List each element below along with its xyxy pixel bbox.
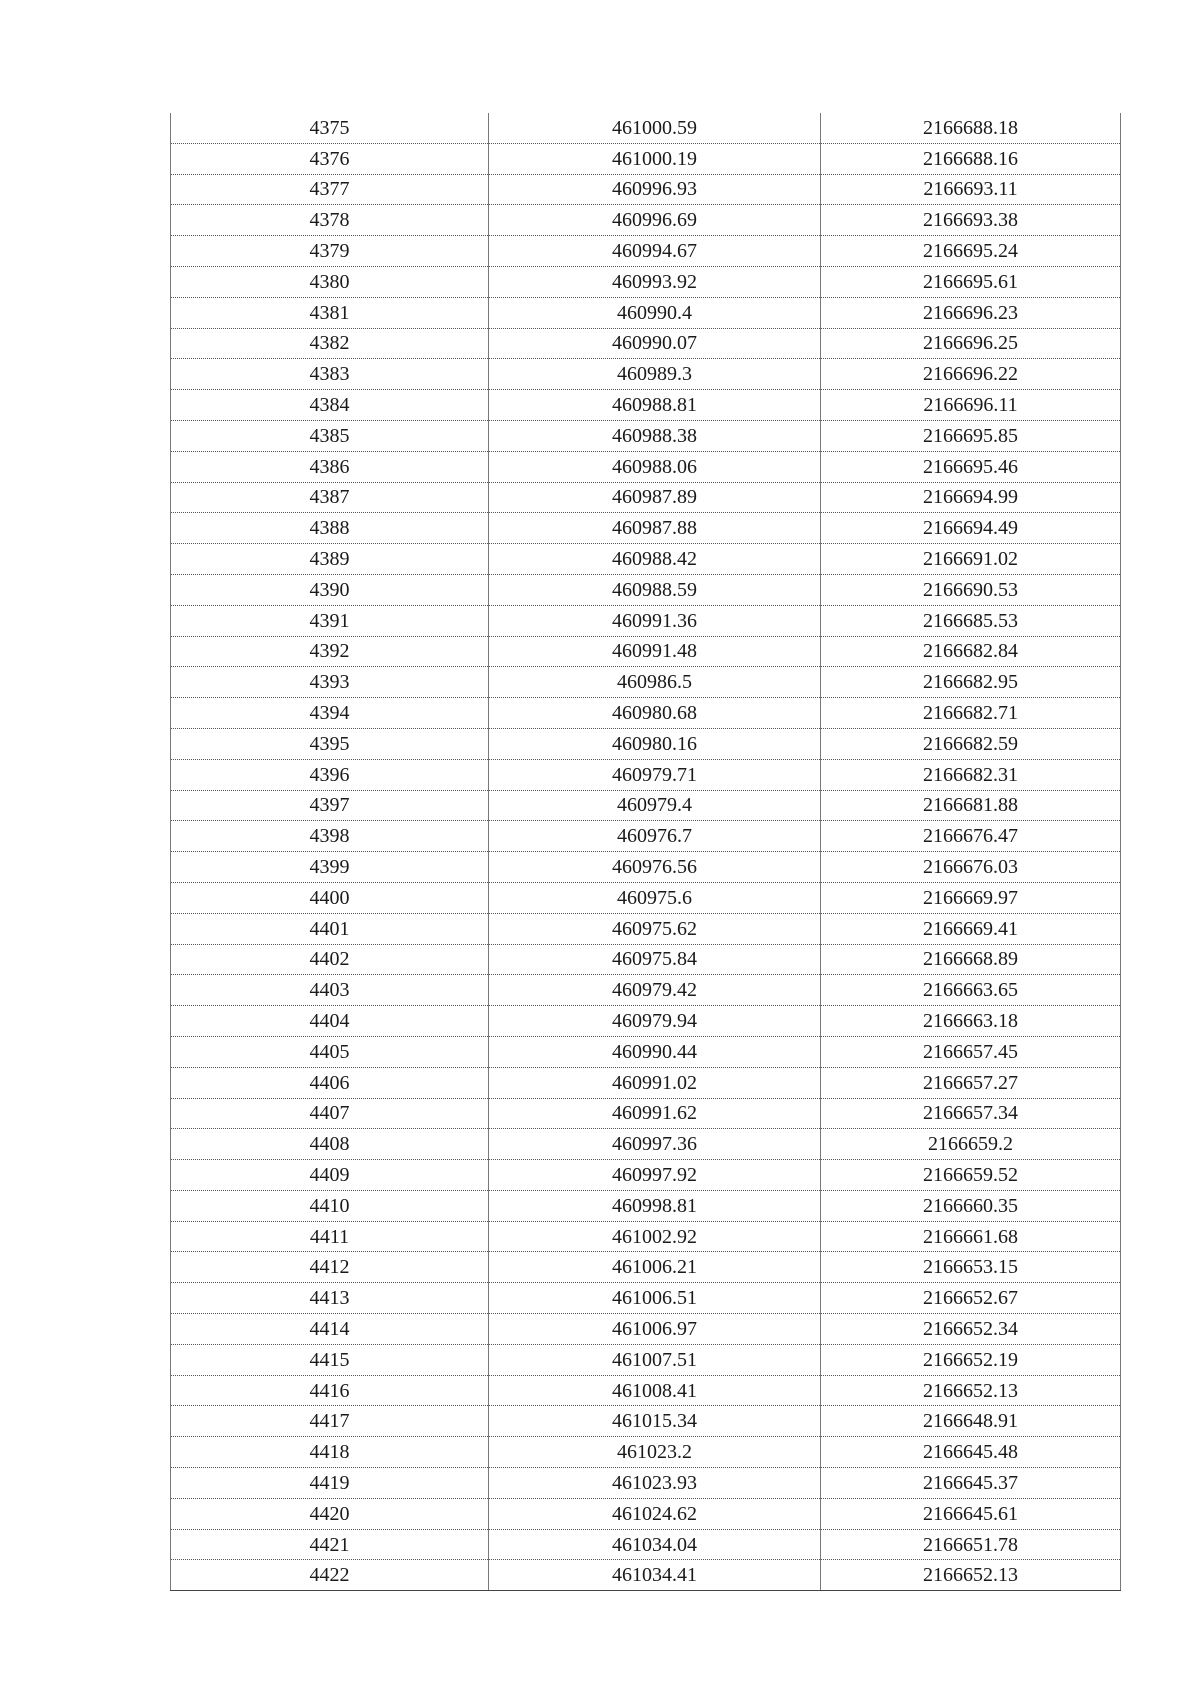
table-row (171, 913, 1121, 944)
point-number-cell: 4395 (171, 728, 489, 759)
point-number-cell: 4384 (171, 390, 489, 421)
table-row (171, 574, 1121, 605)
x-coordinate-cell: 460994.67 (489, 236, 821, 267)
x-coordinate-cell: 461007.51 (489, 1344, 821, 1375)
point-number-cell: 4421 (171, 1529, 489, 1560)
point-number-cell: 4379 (171, 236, 489, 267)
y-coordinate-cell: 2166652.34 (821, 1314, 1121, 1345)
table-row (171, 636, 1121, 667)
x-coordinate-cell: 460991.48 (489, 636, 821, 667)
point-number-cell: 4406 (171, 1067, 489, 1098)
y-coordinate-cell: 2166659.2 (821, 1129, 1121, 1160)
point-number-cell: 4411 (171, 1221, 489, 1252)
table-row (171, 359, 1121, 390)
x-coordinate-cell: 460991.36 (489, 605, 821, 636)
x-coordinate-cell: 460986.5 (489, 667, 821, 698)
point-number-cell: 4380 (171, 266, 489, 297)
y-coordinate-cell: 2166682.71 (821, 698, 1121, 729)
point-number-cell: 4409 (171, 1160, 489, 1191)
table-row (171, 1344, 1121, 1375)
x-coordinate-cell: 460975.84 (489, 944, 821, 975)
y-coordinate-cell: 2166676.47 (821, 821, 1121, 852)
point-number-cell: 4386 (171, 451, 489, 482)
x-coordinate-cell: 460979.4 (489, 790, 821, 821)
coordinate-table (170, 113, 1121, 1591)
point-number-cell: 4412 (171, 1252, 489, 1283)
x-coordinate-cell: 460988.38 (489, 420, 821, 451)
y-coordinate-cell: 2166695.85 (821, 420, 1121, 451)
table-row (171, 1529, 1121, 1560)
table-row (171, 297, 1121, 328)
table-row (171, 482, 1121, 513)
y-coordinate-cell: 2166682.84 (821, 636, 1121, 667)
x-coordinate-cell: 460976.56 (489, 852, 821, 883)
point-number-cell: 4397 (171, 790, 489, 821)
point-number-cell: 4394 (171, 698, 489, 729)
x-coordinate-cell: 460975.6 (489, 882, 821, 913)
x-coordinate-cell: 461000.19 (489, 143, 821, 174)
y-coordinate-cell: 2166682.31 (821, 759, 1121, 790)
table-row (171, 1067, 1121, 1098)
table-row (171, 975, 1121, 1006)
y-coordinate-cell: 2166645.48 (821, 1437, 1121, 1468)
point-number-cell: 4418 (171, 1437, 489, 1468)
coordinate-table-body (171, 113, 1121, 1591)
y-coordinate-cell: 2166659.52 (821, 1160, 1121, 1191)
point-number-cell: 4389 (171, 544, 489, 575)
point-number-cell: 4383 (171, 359, 489, 390)
point-number-cell: 4403 (171, 975, 489, 1006)
x-coordinate-cell: 460988.06 (489, 451, 821, 482)
x-coordinate-cell: 460987.88 (489, 513, 821, 544)
point-number-cell: 4392 (171, 636, 489, 667)
y-coordinate-cell: 2166693.11 (821, 174, 1121, 205)
x-coordinate-cell: 460980.16 (489, 728, 821, 759)
x-coordinate-cell: 460991.02 (489, 1067, 821, 1098)
y-coordinate-cell: 2166681.88 (821, 790, 1121, 821)
point-number-cell: 4396 (171, 759, 489, 790)
point-number-cell: 4414 (171, 1314, 489, 1345)
point-number-cell: 4407 (171, 1098, 489, 1129)
y-coordinate-cell: 2166688.18 (821, 113, 1121, 143)
y-coordinate-cell: 2166652.13 (821, 1560, 1121, 1591)
table-row (171, 698, 1121, 729)
table-row (171, 821, 1121, 852)
table-row (171, 328, 1121, 359)
table-row (171, 1036, 1121, 1067)
y-coordinate-cell: 2166682.95 (821, 667, 1121, 698)
y-coordinate-cell: 2166696.22 (821, 359, 1121, 390)
table-row (171, 1437, 1121, 1468)
y-coordinate-cell: 2166663.18 (821, 1006, 1121, 1037)
point-number-cell: 4422 (171, 1560, 489, 1591)
x-coordinate-cell: 460996.69 (489, 205, 821, 236)
table-row (171, 1129, 1121, 1160)
table-row (171, 1160, 1121, 1191)
x-coordinate-cell: 460990.44 (489, 1036, 821, 1067)
x-coordinate-cell: 460991.62 (489, 1098, 821, 1129)
point-number-cell: 4400 (171, 882, 489, 913)
y-coordinate-cell: 2166695.24 (821, 236, 1121, 267)
table-row (171, 1314, 1121, 1345)
point-number-cell: 4393 (171, 667, 489, 698)
x-coordinate-cell: 460990.4 (489, 297, 821, 328)
table-row (171, 451, 1121, 482)
table-row (171, 759, 1121, 790)
point-number-cell: 4382 (171, 328, 489, 359)
point-number-cell: 4391 (171, 605, 489, 636)
x-coordinate-cell: 460979.42 (489, 975, 821, 1006)
table-row (171, 205, 1121, 236)
point-number-cell: 4385 (171, 420, 489, 451)
y-coordinate-cell: 2166657.45 (821, 1036, 1121, 1067)
x-coordinate-cell: 460989.3 (489, 359, 821, 390)
x-coordinate-cell: 460975.62 (489, 913, 821, 944)
x-coordinate-cell: 460996.93 (489, 174, 821, 205)
point-number-cell: 4408 (171, 1129, 489, 1160)
x-coordinate-cell: 461023.93 (489, 1468, 821, 1499)
y-coordinate-cell: 2166694.99 (821, 482, 1121, 513)
y-coordinate-cell: 2166668.89 (821, 944, 1121, 975)
table-row (171, 882, 1121, 913)
table-row (171, 1468, 1121, 1499)
x-coordinate-cell: 461023.2 (489, 1437, 821, 1468)
table-row (171, 790, 1121, 821)
y-coordinate-cell: 2166696.25 (821, 328, 1121, 359)
x-coordinate-cell: 461015.34 (489, 1406, 821, 1437)
x-coordinate-cell: 460997.92 (489, 1160, 821, 1191)
x-coordinate-cell: 461002.92 (489, 1221, 821, 1252)
point-number-cell: 4402 (171, 944, 489, 975)
table-row (171, 1283, 1121, 1314)
table-row (171, 544, 1121, 575)
x-coordinate-cell: 460988.81 (489, 390, 821, 421)
y-coordinate-cell: 2166696.11 (821, 390, 1121, 421)
y-coordinate-cell: 2166694.49 (821, 513, 1121, 544)
table-row (171, 1221, 1121, 1252)
x-coordinate-cell: 460987.89 (489, 482, 821, 513)
y-coordinate-cell: 2166652.19 (821, 1344, 1121, 1375)
y-coordinate-cell: 2166645.61 (821, 1498, 1121, 1529)
x-coordinate-cell: 460976.7 (489, 821, 821, 852)
table-row (171, 113, 1121, 143)
table-row (171, 143, 1121, 174)
point-number-cell: 4420 (171, 1498, 489, 1529)
table-row (171, 1375, 1121, 1406)
x-coordinate-cell: 461006.51 (489, 1283, 821, 1314)
point-number-cell: 4415 (171, 1344, 489, 1375)
point-number-cell: 4377 (171, 174, 489, 205)
point-number-cell: 4398 (171, 821, 489, 852)
x-coordinate-cell: 460998.81 (489, 1190, 821, 1221)
x-coordinate-cell: 461034.04 (489, 1529, 821, 1560)
y-coordinate-cell: 2166669.41 (821, 913, 1121, 944)
table-row (171, 390, 1121, 421)
table-row (171, 236, 1121, 267)
y-coordinate-cell: 2166657.34 (821, 1098, 1121, 1129)
y-coordinate-cell: 2166653.15 (821, 1252, 1121, 1283)
point-number-cell: 4410 (171, 1190, 489, 1221)
point-number-cell: 4413 (171, 1283, 489, 1314)
x-coordinate-cell: 460979.94 (489, 1006, 821, 1037)
y-coordinate-cell: 2166652.13 (821, 1375, 1121, 1406)
point-number-cell: 4417 (171, 1406, 489, 1437)
point-number-cell: 4416 (171, 1375, 489, 1406)
point-number-cell: 4404 (171, 1006, 489, 1037)
x-coordinate-cell: 461006.97 (489, 1314, 821, 1345)
y-coordinate-cell: 2166685.53 (821, 605, 1121, 636)
table-row (171, 1498, 1121, 1529)
table-row (171, 420, 1121, 451)
x-coordinate-cell: 460988.59 (489, 574, 821, 605)
y-coordinate-cell: 2166695.46 (821, 451, 1121, 482)
y-coordinate-cell: 2166682.59 (821, 728, 1121, 759)
point-number-cell: 4390 (171, 574, 489, 605)
table-row (171, 1190, 1121, 1221)
table-row (171, 1406, 1121, 1437)
point-number-cell: 4375 (171, 113, 489, 143)
x-coordinate-cell: 460997.36 (489, 1129, 821, 1160)
point-number-cell: 4387 (171, 482, 489, 513)
table-row (171, 605, 1121, 636)
y-coordinate-cell: 2166657.27 (821, 1067, 1121, 1098)
x-coordinate-cell: 460980.68 (489, 698, 821, 729)
y-coordinate-cell: 2166645.37 (821, 1468, 1121, 1499)
x-coordinate-cell: 460979.71 (489, 759, 821, 790)
x-coordinate-cell: 461006.21 (489, 1252, 821, 1283)
point-number-cell: 4378 (171, 205, 489, 236)
table-row (171, 852, 1121, 883)
y-coordinate-cell: 2166691.02 (821, 544, 1121, 575)
table-row (171, 513, 1121, 544)
y-coordinate-cell: 2166688.16 (821, 143, 1121, 174)
y-coordinate-cell: 2166690.53 (821, 574, 1121, 605)
point-number-cell: 4419 (171, 1468, 489, 1499)
y-coordinate-cell: 2166696.23 (821, 297, 1121, 328)
y-coordinate-cell: 2166661.68 (821, 1221, 1121, 1252)
point-number-cell: 4381 (171, 297, 489, 328)
y-coordinate-cell: 2166676.03 (821, 852, 1121, 883)
point-number-cell: 4388 (171, 513, 489, 544)
y-coordinate-cell: 2166648.91 (821, 1406, 1121, 1437)
point-number-cell: 4399 (171, 852, 489, 883)
x-coordinate-cell: 461000.59 (489, 113, 821, 143)
y-coordinate-cell: 2166695.61 (821, 266, 1121, 297)
y-coordinate-cell: 2166693.38 (821, 205, 1121, 236)
point-number-cell: 4376 (171, 143, 489, 174)
table-row (171, 174, 1121, 205)
table-row (171, 728, 1121, 759)
y-coordinate-cell: 2166669.97 (821, 882, 1121, 913)
table-row (171, 1560, 1121, 1591)
table-row (171, 266, 1121, 297)
x-coordinate-cell: 461024.62 (489, 1498, 821, 1529)
x-coordinate-cell: 460988.42 (489, 544, 821, 575)
x-coordinate-cell: 460990.07 (489, 328, 821, 359)
x-coordinate-cell: 461034.41 (489, 1560, 821, 1591)
y-coordinate-cell: 2166652.67 (821, 1283, 1121, 1314)
y-coordinate-cell: 2166663.65 (821, 975, 1121, 1006)
table-row (171, 1252, 1121, 1283)
x-coordinate-cell: 460993.92 (489, 266, 821, 297)
point-number-cell: 4401 (171, 913, 489, 944)
table-row (171, 944, 1121, 975)
point-number-cell: 4405 (171, 1036, 489, 1067)
x-coordinate-cell: 461008.41 (489, 1375, 821, 1406)
y-coordinate-cell: 2166660.35 (821, 1190, 1121, 1221)
table-row (171, 1098, 1121, 1129)
table-row (171, 667, 1121, 698)
table-row (171, 1006, 1121, 1037)
y-coordinate-cell: 2166651.78 (821, 1529, 1121, 1560)
